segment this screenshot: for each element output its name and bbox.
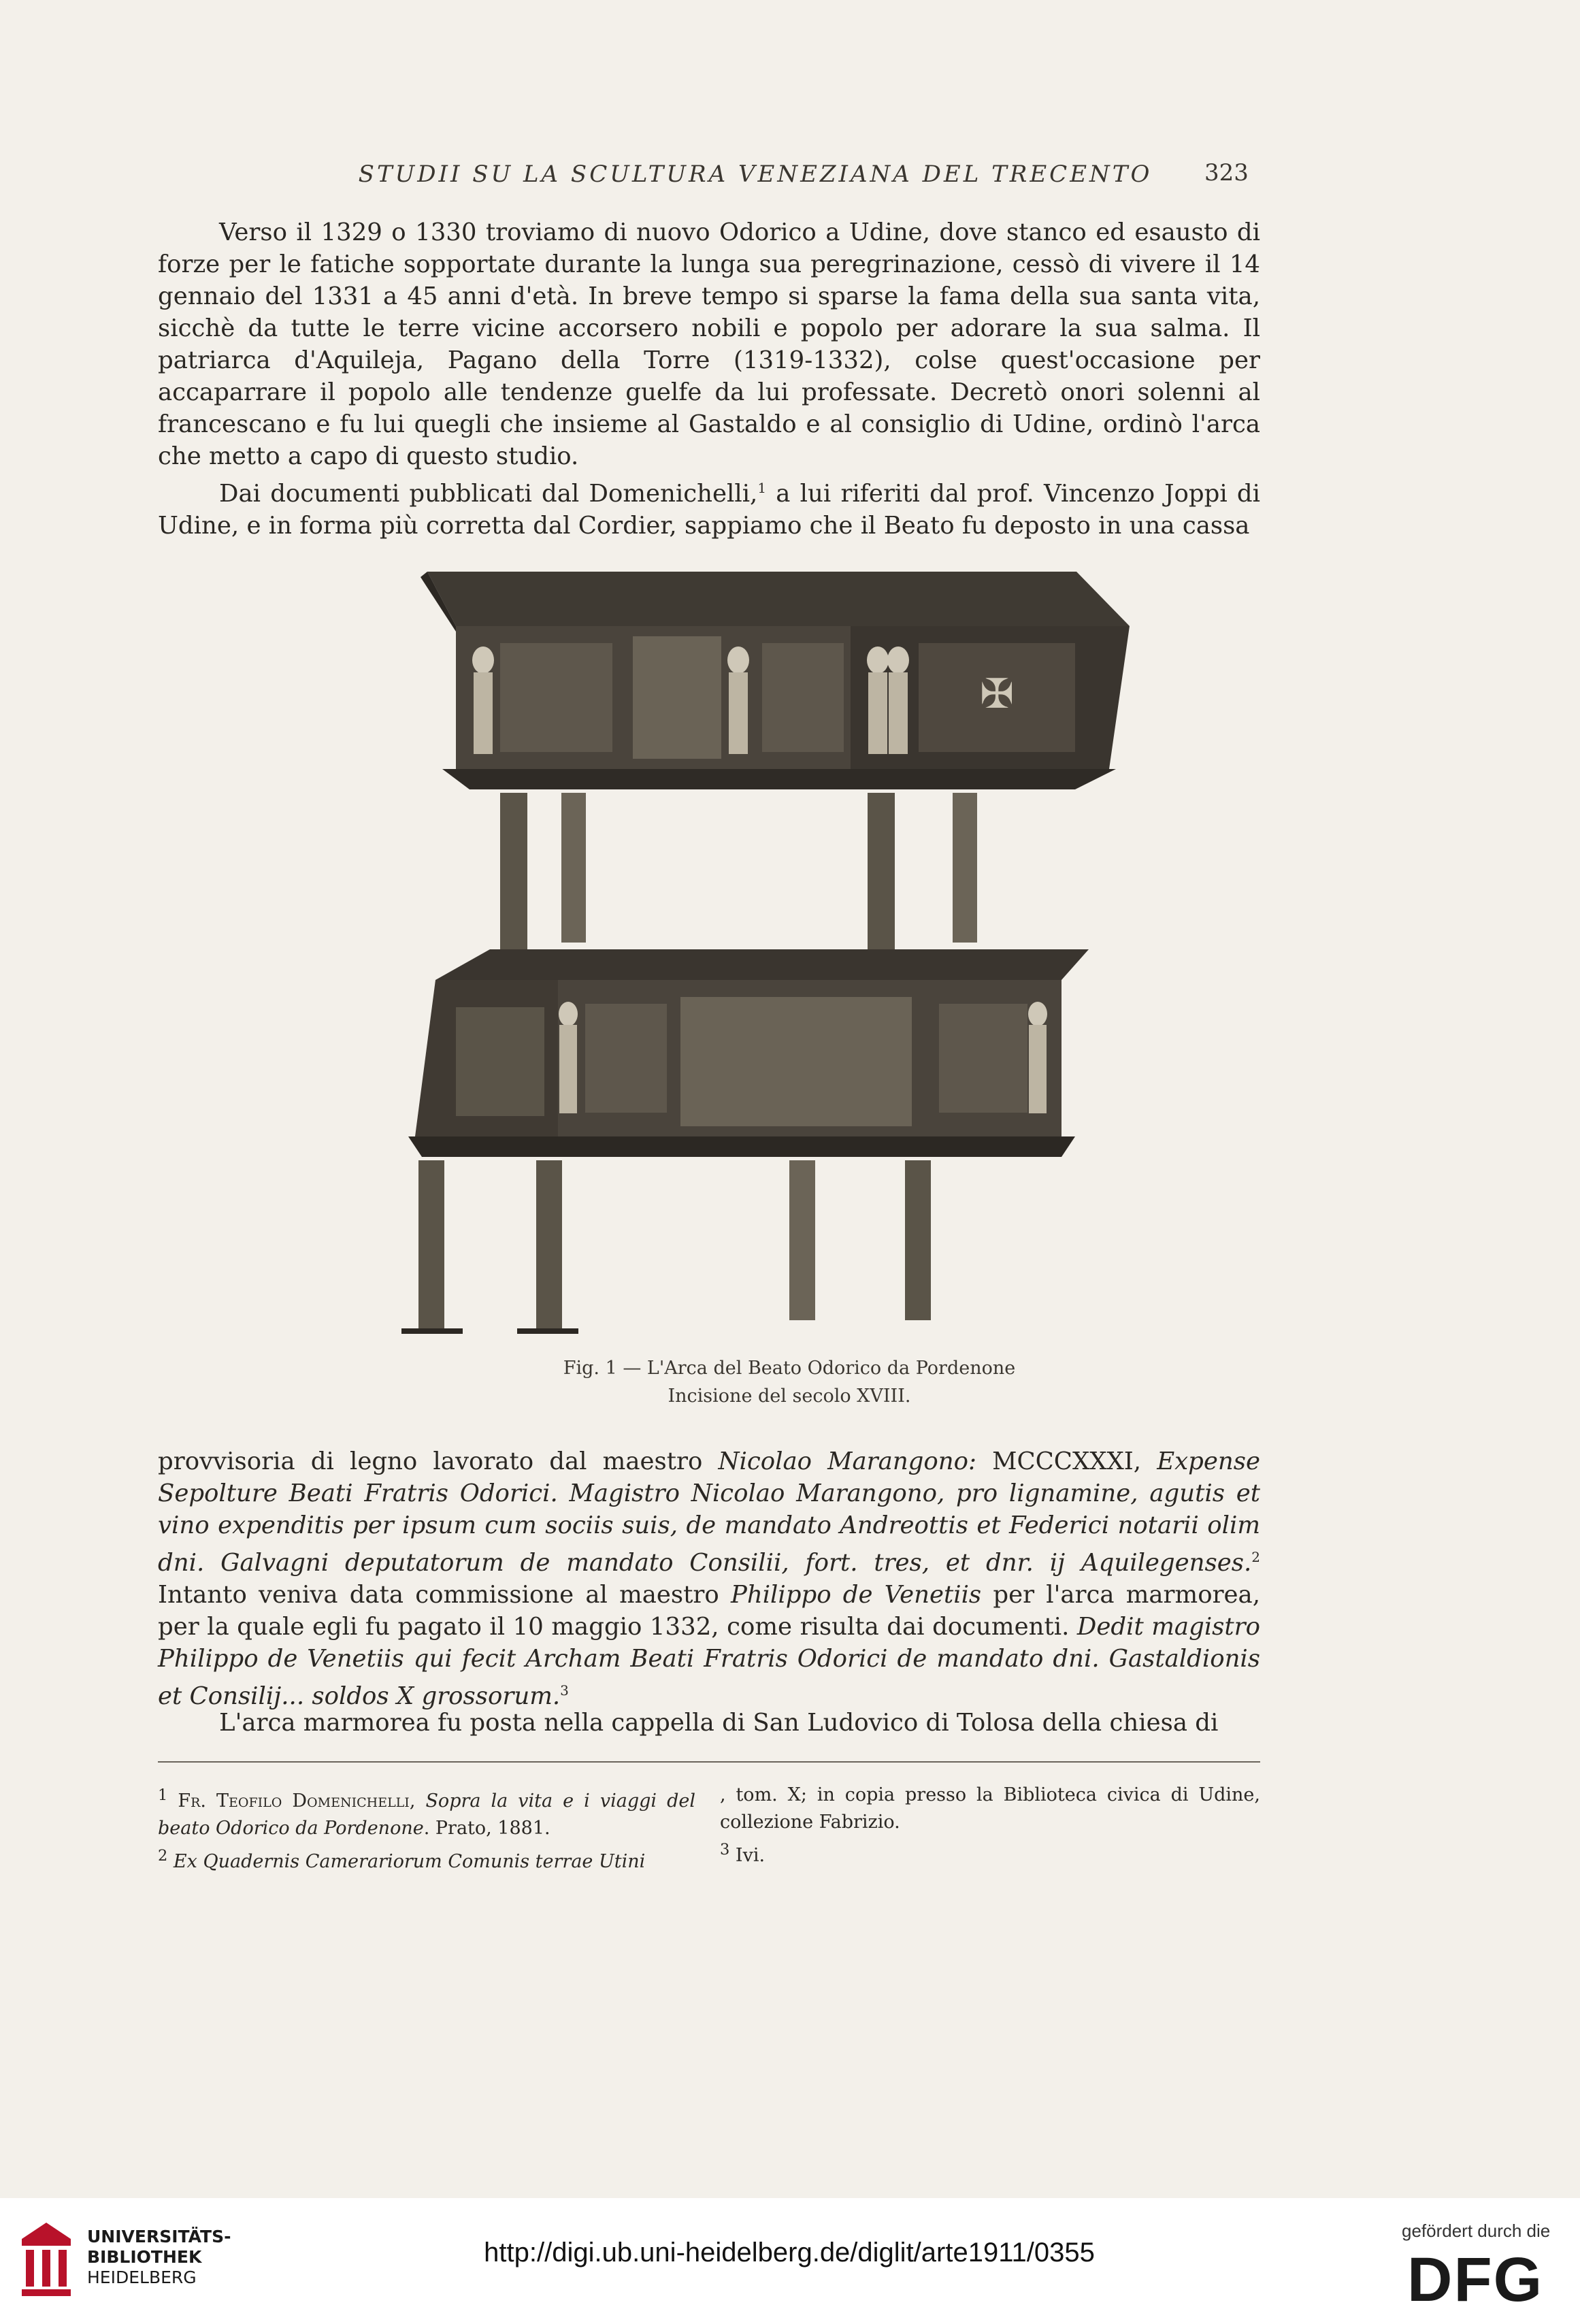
paragraph-3-italic-1: Nicolao Marangono:	[718, 1447, 976, 1475]
paragraph-2-end: a lui riferiti dal prof. Vincenzo Joppi di Udine, e in forma più corretta dal Cordier, sappiamo che il Beato fu deposto in una cassa	[158, 479, 1260, 540]
dfg-logo[interactable]: DFG	[1407, 2245, 1544, 2314]
permalink-url[interactable]: http://digi.ub.uni-heidelberg.de/diglit/arte1911/0355	[484, 2238, 1095, 2268]
footnote-1-title: Sopra la vita e i viaggi del beato Odorico da Pordenone	[158, 1790, 695, 1839]
paragraph-3	[158, 1445, 1260, 1712]
footnote-1-number: 1	[158, 1786, 168, 1804]
footnote-ref-2[interactable]: 2	[1251, 1549, 1260, 1565]
heidelberg-library-logo-icon[interactable]	[19, 2219, 73, 2300]
figure-caption-line-1: Fig. 1 — L'Arca del Beato Odorico da Pordenone	[563, 1358, 1016, 1379]
footnote-2-continued: , tom. X; in copia presso la Biblioteca civica di Udine, collezione Fabrizio.	[720, 1784, 1260, 1833]
footnote-2	[158, 1842, 695, 1876]
arca-engraving-illustration	[354, 558, 1225, 1341]
paragraph-2	[158, 472, 1260, 542]
funding-label: gefördert durch die	[1402, 2221, 1551, 2241]
footnote-1-publication: . Prato, 1881.	[423, 1818, 550, 1839]
library-line-1: UNIVERSITÄTS-	[87, 2227, 231, 2246]
footnote-2-number: 2	[158, 1847, 168, 1865]
paragraph-4: L'arca marmorea fu posta nella cappella di San Ludovico di Tolosa della chiesa di	[219, 1709, 1219, 1737]
paragraph-3-italic-2: Expense Sepolture Beati Fratris Odorici. Magistro Nicolao Marangono, pro lignamine, agutis et vino expenditis per ipsum cum sociis suis, de mandato Andreottis et Federici notarii olim dni. Galvagni deputatorum de mandato Consilii, fort. tres, et dnr. ij Aquilegenses.	[158, 1447, 1260, 1577]
paragraph-1: Verso il 1329 o 1330 troviamo di nuovo Odorico a Udine, dove stanco ed esausto di forze per le fatiche sopportate durante la lunga sua peregrinazione, cessò di vivere il 14 gennaio del 1331 a 45 anni d'età. In breve tempo si sparse la fama della sua santa vita, sicchè da tutte le terre vicine accorsero nobili e popolo per adorare la sua salma. Il patriarca d'Aquileja, Pagano della Torre (1319-1332), colse quest'occasione per accaparrare il popolo alle tendenze guelfe da lui professate. Decretò onori solenni al francescano e fu lui quegli che insieme al Gastaldo e al consiglio di Udine, ordinò l'arca che metto a capo di questo studio.	[158, 218, 1260, 470]
paragraph-3-a: provvisoria di legno lavorato dal maestro	[158, 1447, 719, 1475]
footnote-ref-1[interactable]: 1	[757, 480, 767, 496]
figure-caption-line-2: Incisione del secolo XVIII.	[668, 1386, 911, 1407]
library-name	[87, 2227, 231, 2288]
page-number: 323	[1204, 159, 1249, 186]
footnote-3-text: Ivi.	[735, 1845, 766, 1866]
paragraph-3-b: MCCCXXXI,	[976, 1447, 1157, 1475]
paragraph-2-start: Dai documenti pubblicati dal Domenichelli,	[219, 479, 758, 508]
svg-text:✠: ✠	[980, 670, 1015, 718]
paragraph-3-italic-4: Dedit magistro Philippo de Venetiis qui fecit Archam Beati Fratris Odorici de mandato dni. Gastaldionis et Consilij... soldos X grossorum.	[158, 1612, 1260, 1710]
library-line-2: BIBLIOTHEK	[87, 2247, 202, 2267]
footnote-1-author: Fr. Teofilo Domenichelli	[178, 1790, 410, 1812]
footnote-3	[720, 1836, 1260, 1869]
paragraph-3-c: Intanto veniva data commissione al maestro	[158, 1580, 731, 1609]
figure-arca-engraving	[354, 558, 1225, 1341]
footnotes-right-column	[720, 1782, 1260, 1869]
paragraph-3-d: per l'arca marmorea, per la quale egli fu pagato il 10 maggio 1332, come risulta dai documenti.	[158, 1580, 1260, 1641]
running-title: STUDII SU LA SCULTURA VENEZIANA DEL TRECENTO	[358, 161, 1153, 188]
footnote-3-number: 3	[720, 1841, 730, 1859]
footnote-ref-3[interactable]: 3	[560, 1682, 569, 1699]
library-line-3: HEIDELBERG	[87, 2268, 197, 2287]
footnote-1: $^1$ Fr. Teofilo Domenichelli, Sopra la vita e i viaggi del beato Odorico da Pordenone. Prato, 1881.	[158, 1786, 695, 1839]
footnote-rule	[158, 1761, 1260, 1763]
paragraph-3-italic-3: Philippo de Venetiis	[730, 1580, 982, 1609]
footnotes-left-column	[158, 1782, 695, 1876]
footnote-2-source: Ex Quadernis Camerariorum Comunis terrae Utini	[173, 1851, 646, 1872]
